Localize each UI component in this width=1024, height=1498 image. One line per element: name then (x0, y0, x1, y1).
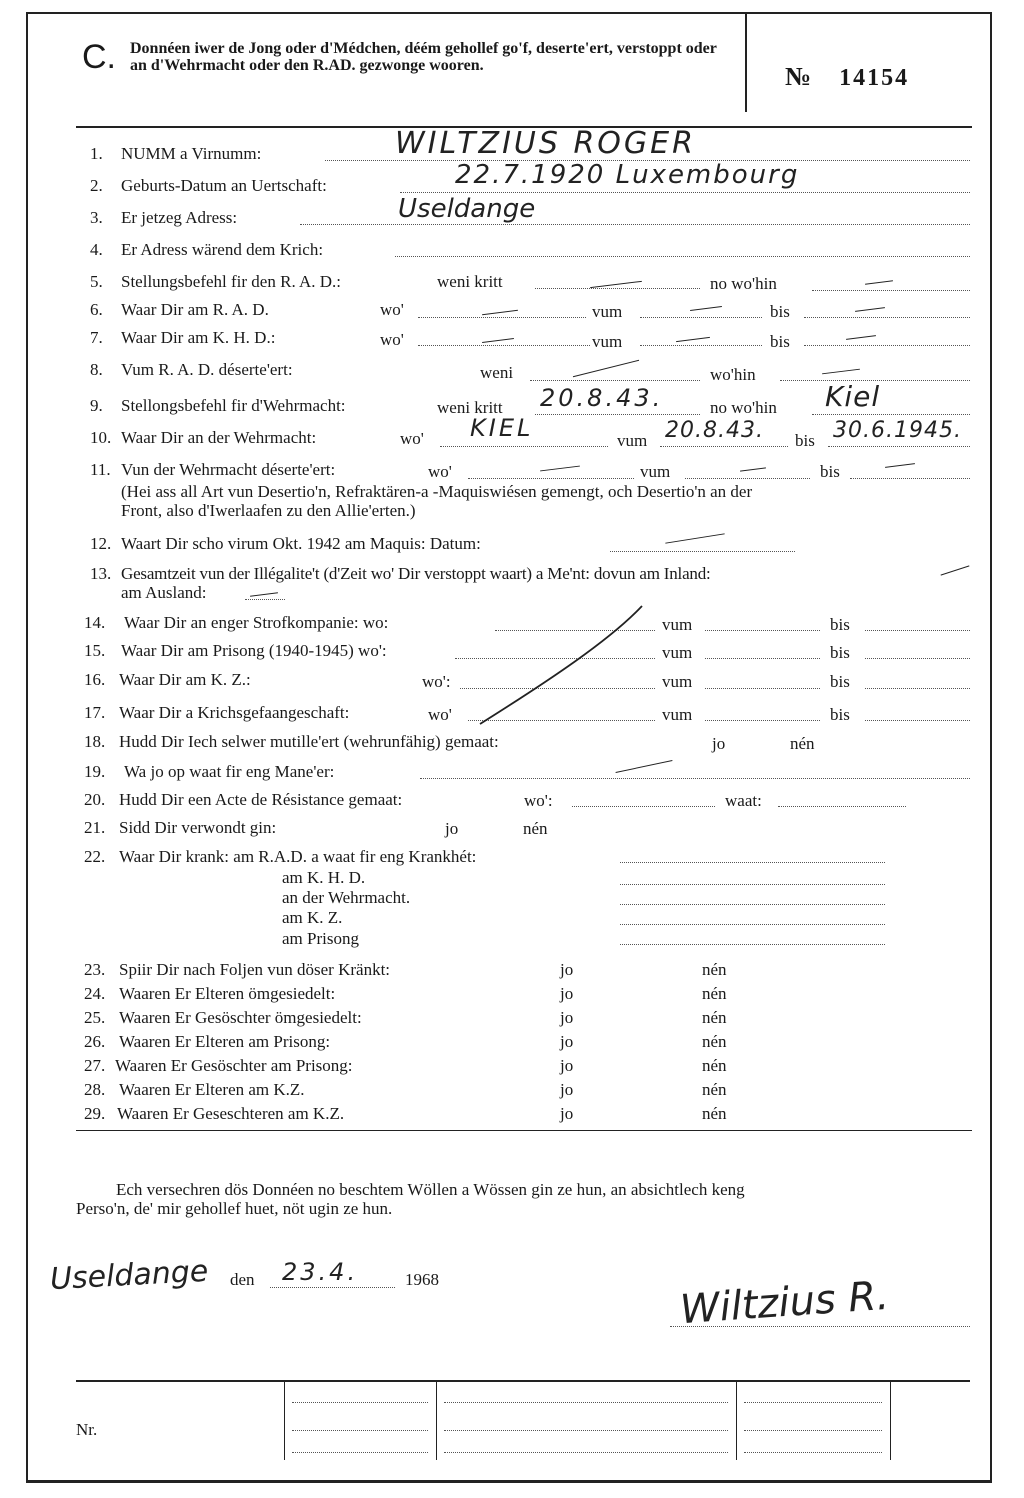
field-5-label: Stellungsbefehl fir den R. A. D.: (121, 272, 342, 291)
field-7-num: 7. (90, 328, 103, 347)
field-9-num: 9. (90, 396, 103, 415)
field-17-where-label: wo' (428, 705, 452, 724)
footer-dots-2b (444, 1430, 728, 1431)
field-15-to-label: bis (830, 643, 850, 662)
field-25-label: Waaren Er Gesöschter ömgesiedelt: (119, 1008, 362, 1027)
signature-den: den (230, 1270, 255, 1289)
field-10-where-line (440, 446, 608, 447)
field-6-where-label: wo' (380, 300, 404, 319)
field-11-num: 11. (90, 460, 111, 479)
field-10-where-value[interactable]: KIEL (470, 414, 534, 442)
field-26-num: 26. (84, 1032, 106, 1051)
footer-dots-1c (292, 1452, 428, 1453)
field-9-when-label: weni kritt (437, 398, 503, 417)
footer-col-2 (436, 1380, 437, 1460)
field-11-where-label: wo' (428, 462, 452, 481)
field-22-line-0 (620, 862, 885, 863)
field-6-from-label: vum (592, 302, 623, 321)
field-11-label: Vun der Wehrmacht déserte'ert: (121, 460, 336, 479)
field-22-label: Waar Dir krank: am R.A.D. a waat fir eng Krankhét: (119, 847, 477, 866)
field-24-yes[interactable]: jo (560, 984, 574, 1003)
field-25-no[interactable]: nén (702, 1008, 727, 1027)
field-10-to-value[interactable]: 30.6.1945. (833, 418, 962, 443)
field-13-num: 13. (90, 564, 112, 583)
footer-dots-3b (744, 1430, 882, 1431)
field-5-where-line (812, 290, 970, 291)
footer-col-4 (890, 1380, 891, 1460)
field-6-to-label: bis (770, 302, 790, 321)
field-6-num: 6. (90, 300, 103, 319)
field-7-where-label: wo' (380, 330, 404, 349)
field-7-from-line (640, 345, 762, 346)
field-6-from-line (640, 317, 762, 318)
field-11-where-line (468, 478, 634, 479)
field-16-to-label: bis (830, 672, 850, 691)
field-8-when-line (530, 380, 700, 381)
field-11-from-label: vum (640, 462, 671, 481)
field-27-num: 27. (84, 1056, 106, 1075)
field-7-where-line (418, 345, 590, 346)
field-6-to-line (804, 317, 970, 318)
field-24-no[interactable]: nén (702, 984, 727, 1003)
footer-col-1 (284, 1380, 285, 1460)
field-12-num: 12. (90, 534, 112, 553)
signature-year: 1968 (405, 1270, 439, 1289)
field-9-label: Stellongsbefehl fir d'Wehrmacht: (121, 396, 346, 415)
field-4-num: 4. (90, 240, 103, 259)
field-10-to-label: bis (795, 431, 815, 450)
field-22-line-2 (620, 904, 885, 905)
field-12-line (610, 551, 795, 552)
field-17-to-line (865, 720, 970, 721)
field-10-from-line (660, 446, 788, 447)
footer-dots-3a (744, 1402, 882, 1403)
field-20-where-label: wo': (524, 791, 553, 810)
field-5-when-label: weni kritt (437, 272, 503, 291)
field-18-no[interactable]: nén (790, 734, 815, 753)
field-7-from-label: vum (592, 332, 623, 351)
field-3-label: Er jetzeg Adress: (121, 208, 238, 227)
field-22-line-1 (620, 884, 885, 885)
field-10-num: 10. (90, 428, 112, 447)
footer-dots-2a (444, 1402, 728, 1403)
field-2-num: 2. (90, 176, 103, 195)
header-divider (745, 14, 747, 112)
field-3-num: 3. (90, 208, 103, 227)
field-8-label: Vum R. A. D. déserte'ert: (121, 360, 293, 379)
field-6-where-line (418, 317, 586, 318)
field-5-when-line (535, 288, 700, 289)
field-8-num: 8. (90, 360, 103, 379)
field-17-from-line (705, 720, 820, 721)
field-11-note-2: Front, also d'Iwerlaafen zu den Allie'erten.) (121, 501, 416, 520)
field-6-label: Waar Dir am R. A. D. (121, 300, 269, 319)
field-29-num: 29. (84, 1104, 106, 1123)
field-27-no[interactable]: nén (702, 1056, 727, 1075)
signature-name[interactable]: Wiltzius R. (678, 1272, 891, 1334)
section-heading: Donnéen iwer de Jong oder d'Médchen, déém gehollef go'f, deserte'ert, verstoppt oder an d'Wehrmacht oder den R.AD. gezwonge wooren. (130, 40, 717, 74)
field-25-yes[interactable]: jo (560, 1008, 574, 1027)
field-7-to-label: bis (770, 332, 790, 351)
form-number-value: 14154 (839, 65, 910, 91)
field-11-from-line (685, 478, 810, 479)
field-16-num: 16. (84, 670, 106, 689)
field-2-label: Geburts-Datum an Uertschaft: (121, 176, 327, 195)
field-15-num: 15. (84, 641, 106, 660)
section-rule (76, 1130, 972, 1131)
field-20-where-line (572, 806, 715, 807)
field-26-label: Waaren Er Elteren am Prisong: (119, 1032, 331, 1051)
field-20-num: 20. (84, 790, 106, 809)
field-19-num: 19. (84, 762, 106, 781)
field-24-label: Waaren Er Elteren ömgesiedelt: (119, 984, 336, 1003)
field-21-no[interactable]: nén (523, 819, 548, 838)
signature-date[interactable]: 23.4. (282, 1258, 359, 1286)
field-21-yes[interactable]: jo (445, 819, 459, 838)
field-10-where-label: wo' (400, 429, 424, 448)
field-28-num: 28. (84, 1080, 106, 1099)
field-9-where-label: no wo'hin (710, 398, 777, 417)
field-28-label: Waaren Er Elteren am K.Z. (119, 1080, 305, 1099)
field-14-to-line (865, 630, 970, 631)
field-10-label: Waar Dir an der Wehrmacht: (121, 428, 317, 447)
declaration-line-2: Perso'n, de' mir gehollef huet, nöt ugin ze hun. (76, 1199, 393, 1218)
footer-dots-3c (744, 1452, 882, 1453)
field-23-label: Spiir Dir nach Foljen vun döser Kränkt: (119, 960, 391, 979)
field-19-label: Wa jo op waat fir eng Mane'er: (124, 762, 335, 781)
field-7-label: Waar Dir am K. H. D.: (121, 328, 276, 347)
field-27-label: Waaren Er Gesöschter am Prisong: (115, 1056, 353, 1075)
field-29-label: Waaren Er Geseschteren am K.Z. (117, 1104, 345, 1123)
field-21-label: Sidd Dir verwondt gin: (119, 818, 277, 837)
field-11-note-1: (Hei ass all Art vun Desertio'n, Refraktären-a -Maquiswiésen gemengt, och Desertio'n an der (121, 482, 753, 501)
field-10-to-line (828, 446, 970, 447)
field-22-line-4 (620, 944, 885, 945)
field-17-label: Waar Dir a Krichsgefaangeschaft: (119, 703, 350, 722)
field-27-yes[interactable]: jo (560, 1056, 574, 1075)
footer-nr-label: Nr. (76, 1420, 98, 1439)
field-2-line (400, 192, 970, 193)
field-15-to-line (865, 658, 970, 659)
footer-col-3 (736, 1380, 737, 1460)
field-29-no[interactable]: nén (702, 1104, 727, 1123)
field-13-label: Gesamtzeit vun der Illégalite't (d'Zeit wo' Dir verstoppt waart) a Me'nt: dovun am Inland: (121, 564, 711, 583)
field-1-value[interactable]: WILTZIUS ROGER (395, 126, 696, 161)
field-13-label-2: am Ausland: (121, 583, 207, 602)
field-15-from-label: vum (662, 643, 693, 662)
field-20-what-label: waat: (725, 791, 762, 810)
field-14-to-label: bis (830, 615, 850, 634)
field-16-to-line (865, 688, 970, 689)
field-22-num: 22. (84, 847, 106, 866)
field-16-from-line (705, 688, 820, 689)
footer-table-top (76, 1380, 970, 1382)
field-8-when-label: weni (480, 363, 514, 382)
field-25-num: 25. (84, 1008, 106, 1027)
field-16-where-label: wo': (422, 672, 451, 691)
form-number (785, 62, 909, 92)
field-9-when-value[interactable]: 20.8.43. (540, 384, 664, 412)
footer-dots-1b (292, 1430, 428, 1431)
field-26-yes[interactable]: jo (560, 1032, 574, 1051)
field-14-num: 14. (84, 613, 106, 632)
diagonal-strike-mark (470, 600, 650, 730)
field-28-no[interactable]: nén (702, 1080, 727, 1099)
field-5-num: 5. (90, 272, 103, 291)
field-22-sub-2: am K. Z. (282, 908, 343, 927)
field-18-num: 18. (84, 732, 106, 751)
field-22-sub-3: am Prisong (282, 929, 359, 948)
declaration-line-1: Ech versechren dös Donnéen no beschtem Wöllen a Wössen gin ze hun, an absichtlech keng (116, 1180, 745, 1199)
field-17-from-label: vum (662, 705, 693, 724)
field-17-to-label: bis (830, 705, 850, 724)
field-18-label: Hudd Dir Iech selwer mutille'ert (wehrunfähig) gemaat: (119, 732, 499, 751)
field-10-from-label: vum (617, 431, 648, 450)
field-18-yes[interactable]: jo (712, 734, 726, 753)
field-1-num: 1. (90, 144, 103, 163)
field-7-to-line (804, 345, 970, 346)
field-13-abroad-line (245, 599, 285, 600)
field-9-when-line (535, 414, 700, 415)
field-20-label: Hudd Dir een Acte de Résistance gemaat: (119, 790, 403, 809)
field-23-no[interactable]: nén (702, 960, 727, 979)
footer-dots-1a (292, 1402, 428, 1403)
field-17-num: 17. (84, 703, 106, 722)
field-22-sub-1: an der Wehrmacht. (282, 888, 411, 907)
field-1-label: NUMM a Virnumm: (121, 144, 262, 163)
field-5-where-label: no wo'hin (710, 274, 777, 293)
field-22-line-3 (620, 924, 885, 925)
field-23-yes[interactable]: jo (560, 960, 574, 979)
field-2-value[interactable]: 22.7.1920 Luxembourg (455, 160, 800, 190)
field-11-to-label: bis (820, 462, 840, 481)
field-14-from-line (705, 630, 820, 631)
number-sign: № (785, 62, 814, 91)
field-28-yes[interactable]: jo (560, 1080, 574, 1099)
field-4-label: Er Adress wärend dem Krich: (121, 240, 324, 259)
field-24-num: 24. (84, 984, 106, 1003)
field-15-label: Waar Dir am Prisong (1940-1945) wo': (121, 641, 387, 660)
signature-date-line (270, 1287, 395, 1288)
field-9-where-line (812, 414, 970, 415)
footer-dots-2c (444, 1452, 728, 1453)
field-21-num: 21. (84, 818, 106, 837)
field-16-from-label: vum (662, 672, 693, 691)
field-9-where-value[interactable]: Kiel (825, 380, 881, 413)
field-3-line (300, 224, 970, 225)
signature-place[interactable]: Useldange (49, 1253, 210, 1298)
field-3-value[interactable]: Useldange (398, 194, 536, 224)
field-12-label: Waart Dir scho virum Okt. 1942 am Maquis: Datum: (121, 534, 481, 553)
field-14-label: Waar Dir an enger Strofkompanie: wo: (124, 613, 389, 632)
field-11-to-line (850, 478, 970, 479)
field-20-what-line (778, 806, 906, 807)
field-4-line (395, 256, 970, 257)
field-8-where-label: wo'hin (710, 365, 756, 384)
field-16-label: Waar Dir am K. Z.: (119, 670, 251, 689)
field-22-sub-0: am K. H. D. (282, 868, 366, 887)
field-10-from-value[interactable]: 20.8.43. (665, 418, 764, 443)
field-14-from-label: vum (662, 615, 693, 634)
field-15-from-line (705, 658, 820, 659)
section-letter: C. (82, 38, 116, 76)
field-19-line (420, 778, 970, 779)
field-29-yes[interactable]: jo (560, 1104, 574, 1123)
field-26-no[interactable]: nén (702, 1032, 727, 1051)
field-23-num: 23. (84, 960, 106, 979)
